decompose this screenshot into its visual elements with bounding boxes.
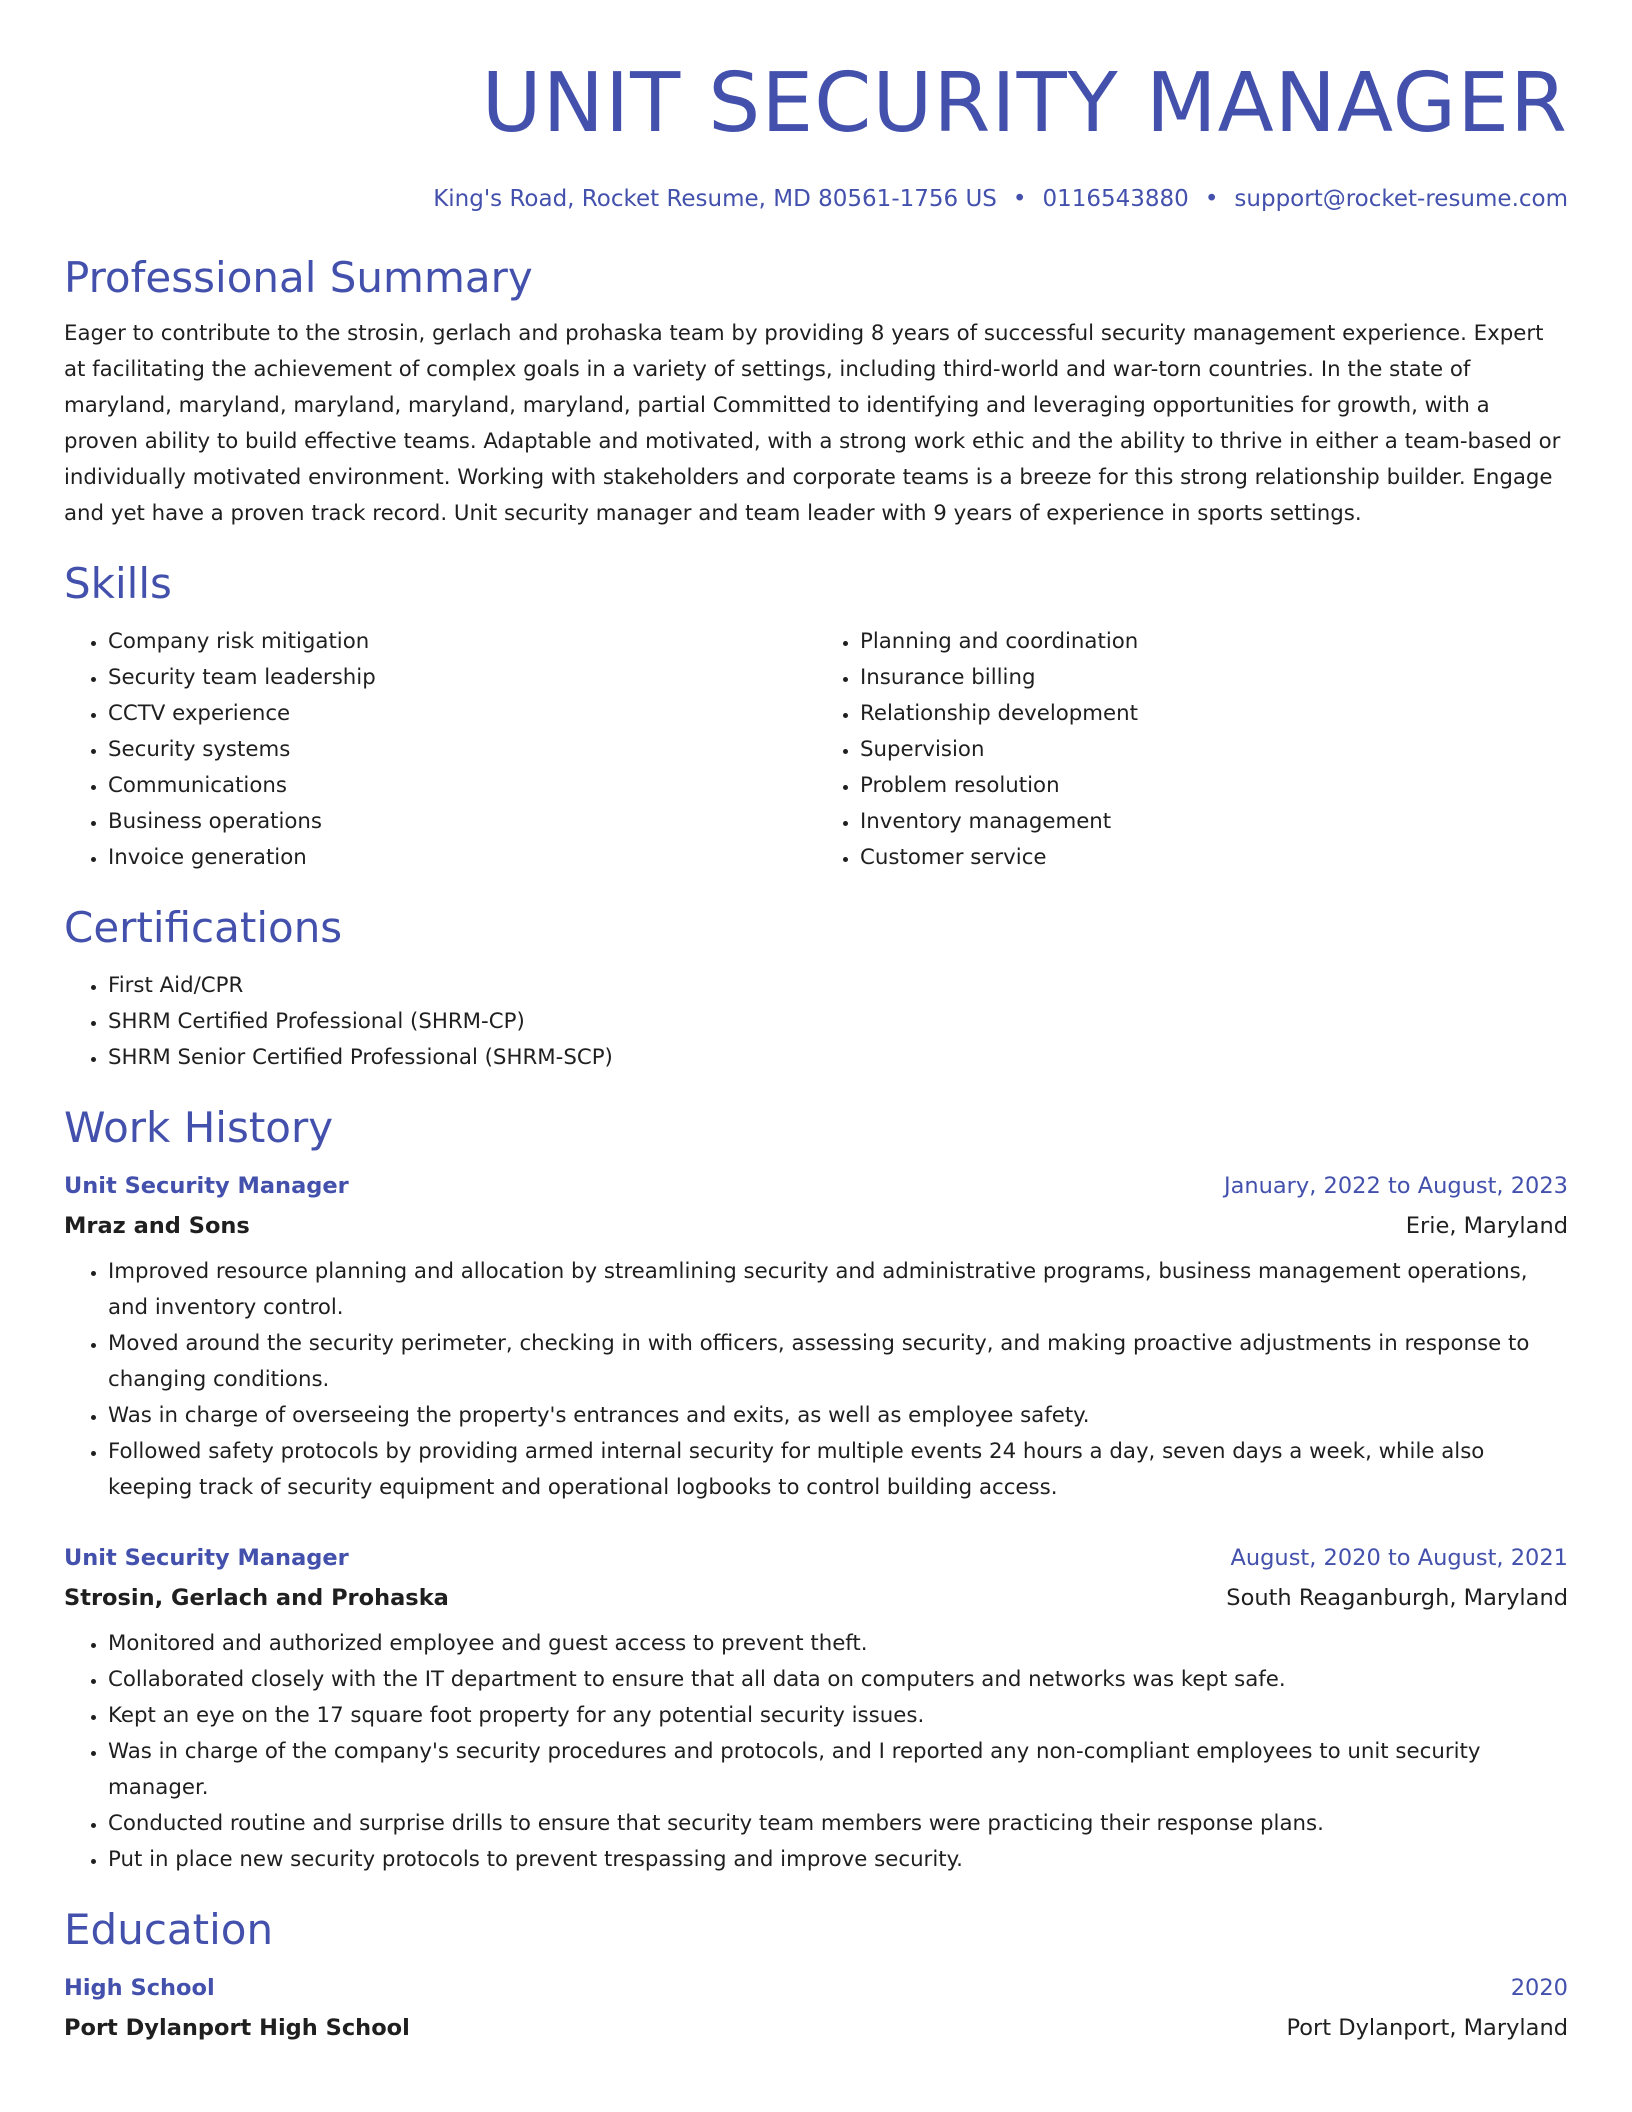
job-company: Mraz and Sons — [64, 1213, 250, 1239]
education-school-row — [64, 2012, 1568, 2044]
job-dates: January, 2022 to August, 2023 — [1223, 1173, 1568, 1199]
skill-item: • Supervision — [860, 732, 1568, 768]
contact-separator: • — [1012, 186, 1027, 212]
contact-address: King's Road, Rocket Resume, MD 80561-1756 US — [433, 186, 997, 212]
job-duty: • Collaborated closely with the IT department to ensure that all data on computers and networks was kept safe. — [108, 1662, 1568, 1698]
job-duty: • Put in place new security protocols to prevent trespassing and improve security. — [108, 1842, 1568, 1878]
job-entry — [64, 1542, 1568, 1878]
job-entry — [64, 1170, 1568, 1506]
skills-column-left — [64, 624, 816, 876]
education-degree-row — [64, 1972, 1568, 2004]
certifications-heading: Certifications — [64, 903, 343, 952]
job-title: Unit Security Manager — [64, 1545, 349, 1571]
job-duty: • Monitored and authorized employee and guest access to prevent theft. — [108, 1626, 1568, 1662]
job-duty: • Conducted routine and surprise drills to ensure that security team members were practicing their response plans. — [108, 1806, 1568, 1842]
skill-item: • Communications — [108, 768, 816, 804]
skill-item: • Security team leadership — [108, 660, 816, 696]
job-company-row — [64, 1582, 1568, 1614]
skill-item: • Problem resolution — [860, 768, 1568, 804]
skill-item: • Company risk mitigation — [108, 624, 816, 660]
education-location: Port Dylanport, Maryland — [1286, 2015, 1568, 2041]
job-duties-list — [64, 1626, 1568, 1878]
job-title: Unit Security Manager — [64, 1173, 349, 1199]
job-duty: • Moved around the security perimeter, checking in with officers, assessing security, and making proactive adjustments in response to changing conditions. — [108, 1326, 1568, 1398]
job-location: South Reaganburgh, Maryland — [1226, 1585, 1568, 1611]
summary-text: Eager to contribute to the strosin, gerlach and prohaska team by providing 8 years of successful security management experience. Expert at facilitating the achievement of complex goals in a variety of settings, including third-world and war-torn countries. In the state of maryland, maryland, maryland, maryland, maryland, partial Committed to identifying and leveraging opportunities for growth, with a proven ability to build effective teams. Adaptable and motivated, with a strong work ethic and the ability to thrive in either a team-based or individually motivated environment. Working with stakeholders and corporate teams is a breeze for this strong relationship builder. Engage and yet have a proven track record. Unit security manager and team leader with 9 years of experience in sports settings. — [64, 321, 1561, 526]
contact-email[interactable]: support@rocket-resume.com — [1234, 186, 1568, 212]
job-dates: August, 2020 to August, 2021 — [1230, 1545, 1568, 1571]
education-degree: High School — [64, 1975, 215, 2001]
job-duty: • Improved resource planning and allocation by streamlining security and administrative programs, business management operations, and inventory control. — [108, 1254, 1568, 1326]
job-duty: • Was in charge of the company's security procedures and protocols, and I reported any non-compliant employees to unit security manager. — [108, 1734, 1568, 1806]
job-duties-list — [64, 1254, 1568, 1506]
certifications-list — [64, 968, 1568, 1076]
education-school: Port Dylanport High School — [64, 2015, 410, 2041]
contact-line — [64, 184, 1568, 214]
skill-item: • CCTV experience — [108, 696, 816, 732]
skills-list — [64, 624, 1568, 876]
skill-item: • Customer service — [860, 840, 1568, 876]
skill-item: • Insurance billing — [860, 660, 1568, 696]
work-history-heading: Work History — [64, 1103, 334, 1152]
certification-item: • SHRM Certified Professional (SHRM-CP) — [108, 1004, 1568, 1040]
education-heading: Education — [64, 1905, 274, 1954]
job-duty: • Followed safety protocols by providing armed internal security for multiple events 24 hours a day, seven days a week, while also keeping track of security equipment and operational logbooks to control building access. — [108, 1434, 1568, 1506]
skill-item: • Inventory management — [860, 804, 1568, 840]
skill-item: • Planning and coordination — [860, 624, 1568, 660]
skill-item: • Business operations — [108, 804, 816, 840]
resume-name: UNIT SECURITY MANAGER — [481, 56, 1568, 151]
job-title-row — [64, 1542, 1568, 1574]
skill-item: • Relationship development — [860, 696, 1568, 732]
job-duty: • Was in charge of overseeing the property's entrances and exits, as well as employee safety. — [108, 1398, 1568, 1434]
job-company: Strosin, Gerlach and Prohaska — [64, 1585, 449, 1611]
certification-item: • First Aid/CPR — [108, 968, 1568, 1004]
job-location: Erie, Maryland — [1405, 1213, 1568, 1239]
job-company-row — [64, 1210, 1568, 1242]
certification-item: • SHRM Senior Certified Professional (SHRM-SCP) — [108, 1040, 1568, 1076]
skill-item: • Security systems — [108, 732, 816, 768]
skill-item: • Invoice generation — [108, 840, 816, 876]
education-year: 2020 — [1510, 1975, 1568, 2001]
job-duty: • Kept an eye on the 17 square foot property for any potential security issues. — [108, 1698, 1568, 1734]
summary-heading: Professional Summary — [64, 253, 533, 302]
contact-separator: • — [1204, 186, 1219, 212]
contact-phone[interactable]: 0116543880 — [1042, 186, 1189, 212]
skills-column-right — [816, 624, 1568, 876]
job-title-row — [64, 1170, 1568, 1202]
skills-heading: Skills — [64, 559, 172, 608]
